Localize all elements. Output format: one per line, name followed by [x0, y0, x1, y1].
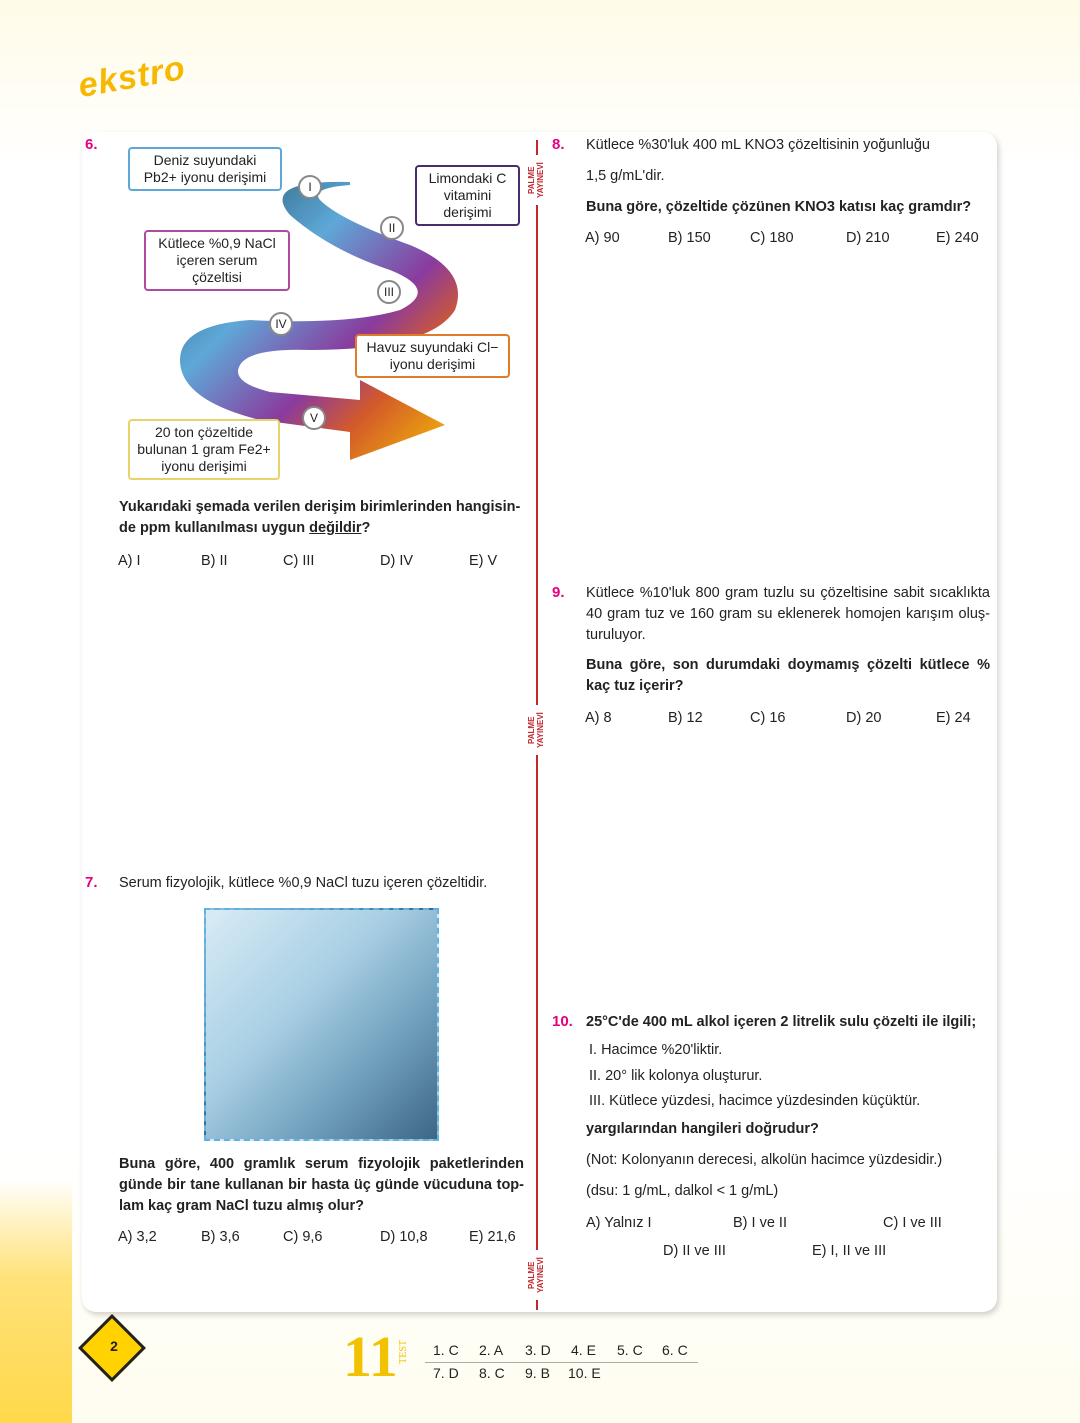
option-d[interactable]: D) 20	[846, 710, 882, 726]
brand-logo: ekstro	[75, 48, 189, 106]
question-text	[119, 497, 524, 539]
option-e[interactable]: E) I, II ve III	[812, 1243, 887, 1259]
answer-key-item: 7. D	[433, 1365, 459, 1381]
question-text: Buna göre, çözeltide çözünen KNO3 katısı kaç gramdır?	[586, 199, 972, 215]
page-number: 2	[110, 1338, 118, 1354]
answer-key-item: 1. C	[433, 1342, 459, 1358]
option-e[interactable]: E) V	[469, 553, 498, 569]
option-b[interactable]: B) 12	[668, 710, 703, 726]
answer-key-item: 9. B	[525, 1365, 550, 1381]
answer-key-item: 6. C	[662, 1342, 688, 1358]
label-pb-ion: Deniz suyundaki Pb2+ iyonu derişimi	[128, 147, 282, 191]
option-e[interactable]: E) 24	[936, 710, 971, 726]
question-stem-2: 1,5 g/mL'dir.	[586, 168, 665, 184]
label-pool-cl: Havuz suyundaki Cl− iyonu derişimi	[355, 334, 510, 378]
option-e[interactable]: E) 240	[936, 230, 979, 246]
option-b[interactable]: B) 3,6	[201, 1229, 240, 1245]
answer-key-item: 2. A	[479, 1342, 504, 1358]
option-d[interactable]: D) 210	[846, 230, 890, 246]
marker-v: V	[302, 406, 326, 430]
answer-key-item: 8. C	[479, 1365, 505, 1381]
emphasis-word: değildir	[309, 520, 362, 536]
option-a[interactable]: A) I	[118, 553, 141, 569]
option-a[interactable]: A) 90	[585, 230, 620, 246]
question-stem: Kütlece %10'luk 800 gram tuzlu su çözeltisine sabit sıcaklıkta 40 gram tuz ve 160 gram su eklenerek homojen karışım oluş-turuluyor.	[586, 585, 990, 643]
label-vitamin-c: Limondaki C vitamini derişimi	[415, 165, 520, 226]
question-text: yargılarından hangileri doğrudur?	[586, 1121, 819, 1137]
answer-key-item: 5. C	[617, 1342, 643, 1358]
option-b[interactable]: B) II	[201, 553, 228, 569]
option-a[interactable]: A) Yalnız I	[586, 1215, 652, 1231]
publisher-mark: PALME YAYINEVİ	[527, 155, 547, 205]
question-stem: Serum fizyolojik, kütlece %0,9 NaCl tuzu içeren çözeltidir.	[119, 875, 488, 891]
question-number: 10.	[552, 1013, 573, 1030]
option-b[interactable]: B) 150	[668, 230, 711, 246]
question-number: 9.	[552, 584, 565, 601]
marker-i: I	[298, 175, 322, 199]
option-d[interactable]: D) II ve III	[663, 1243, 726, 1259]
answer-key-rule	[425, 1362, 698, 1363]
option-c[interactable]: C) 16	[750, 710, 786, 726]
test-label: TEST	[398, 1340, 409, 1364]
option-b[interactable]: B) I ve II	[733, 1215, 787, 1231]
marker-iv: IV	[269, 312, 293, 336]
statement-ii: II. 20° lik kolonya oluşturur.	[589, 1068, 763, 1084]
option-e[interactable]: E) 21,6	[469, 1229, 516, 1245]
question-number: 8.	[552, 136, 565, 153]
option-c[interactable]: C) III	[283, 553, 315, 569]
option-d[interactable]: D) IV	[380, 553, 414, 569]
option-a[interactable]: A) 3,2	[118, 1229, 157, 1245]
question-stem: Kütlece %30'luk 400 mL KNO3 çözeltisinin yoğunluğu	[586, 137, 930, 153]
statement-iii: III. Kütlece yüzdesi, hacimce yüzdesinden küçüktür.	[589, 1093, 921, 1109]
question-text-main: Yukarıdaki şemada verilen derişim birimlerinden hangisin-de ppm kullanılması uygun	[119, 499, 521, 536]
note: (Not: Kolonyanın derecesi, alkolün hacimce yüzdesidir.)	[586, 1152, 943, 1168]
density-info: (dsu: 1 g/mL, dalkol < 1 g/mL)	[586, 1183, 779, 1199]
option-c[interactable]: C) 9,6	[283, 1229, 323, 1245]
answer-key-item: 10. E	[568, 1365, 601, 1381]
answer-key-item: 4. E	[571, 1342, 596, 1358]
option-d[interactable]: D) 10,8	[380, 1229, 428, 1245]
option-a[interactable]: A) 8	[585, 710, 612, 726]
test-number: 11	[343, 1324, 398, 1389]
question-text: Buna göre, 400 gramlık serum fizyolojik paketlerinden günde bir tane kullanan bir hasta üç günde vücuduna top-lam kaç gram NaCl tuzu almış olur?	[119, 1156, 524, 1214]
statement-i: I. Hacimce %20'liktir.	[589, 1042, 723, 1058]
label-fe-ion: 20 ton çözeltide bulunan 1 gram Fe2+ iyonu derişimi	[128, 419, 280, 480]
option-c[interactable]: C) I ve III	[883, 1215, 942, 1231]
question-stem: 25°C'de 400 mL alkol içeren 2 litrelik sulu çözelti ile ilgili;	[586, 1014, 977, 1030]
question-mark: ?	[361, 520, 371, 536]
publisher-mark: PALME YAYINEVİ	[527, 1250, 547, 1300]
option-c[interactable]: C) 180	[750, 230, 794, 246]
marker-iii: III	[377, 280, 401, 304]
publisher-mark: PALME YAYINEVİ	[527, 705, 547, 755]
question-number: 7.	[85, 874, 98, 891]
marker-ii: II	[380, 216, 404, 240]
decorative-strip	[0, 1180, 72, 1423]
question-number: 6.	[85, 136, 98, 153]
question-text: Buna göre, son durumdaki doymamış çözelti kütlece % kaç tuz içerir?	[586, 657, 990, 694]
answer-key-item: 3. D	[525, 1342, 551, 1358]
iv-bags-photo	[204, 908, 439, 1141]
label-serum: Kütlece %0,9 NaCl içeren serum çözeltisi	[144, 230, 290, 291]
